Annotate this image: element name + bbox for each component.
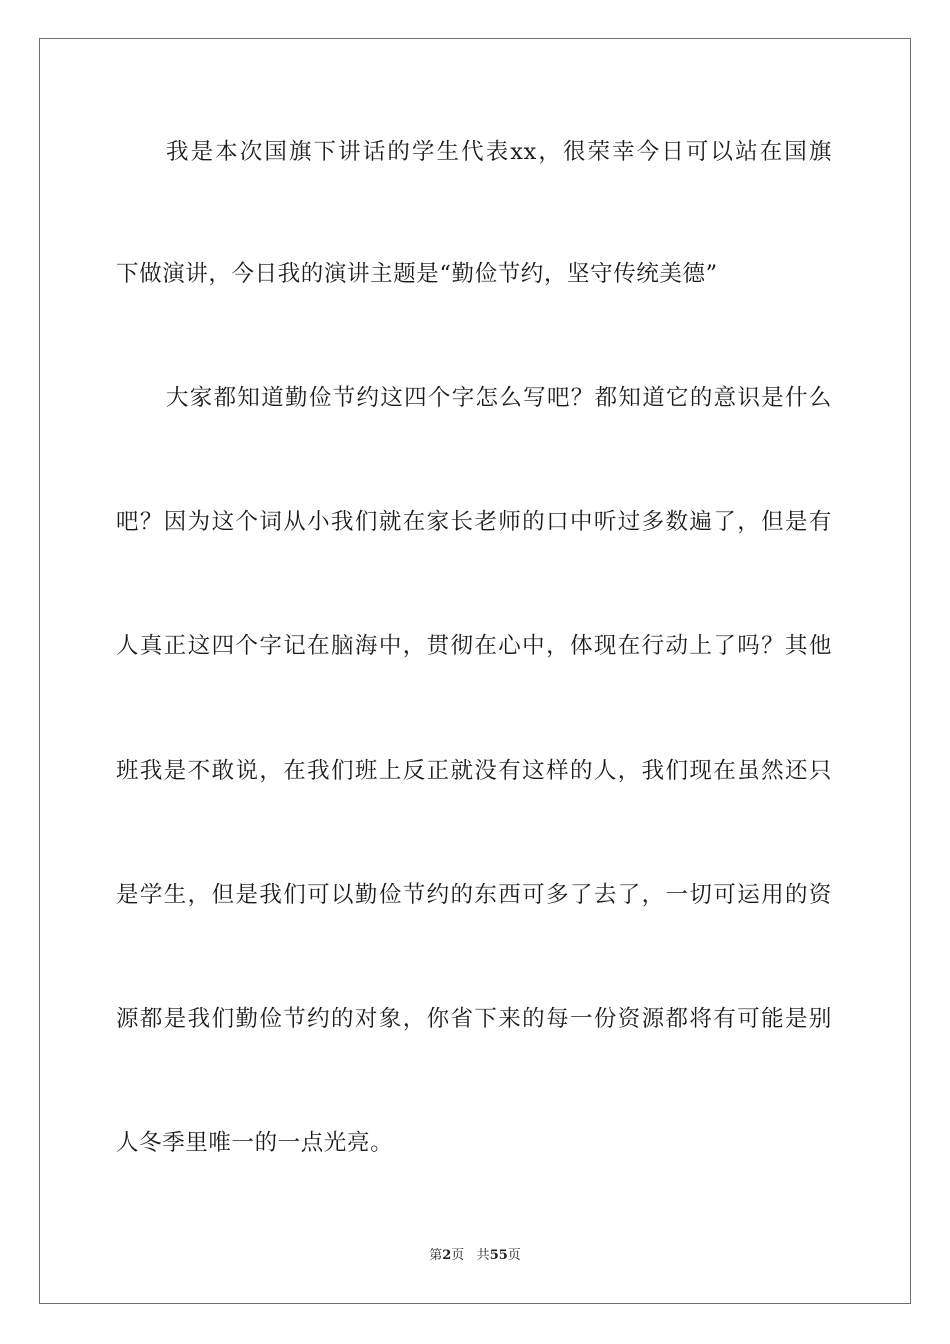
footer-total-prefix: 共 [476,1248,490,1263]
footer-page-number: 2 [442,1248,452,1263]
page-border [39,38,911,1304]
paragraph-2-line-4: 班我是不敢说，在我们班上反正就没有这样的人，我们现在虽然还只 [116,758,832,784]
page-footer [0,1247,950,1265]
footer-page-suffix: 页 [451,1248,465,1263]
paragraph-2-line-2: 吧？因为这个词从小我们就在家长老师的口中听过多数遍了，但是有 [116,509,832,535]
footer-page-prefix: 第 [429,1248,443,1263]
paragraph-1-line-1: 我是本次国旗下讲话的学生代表xx，很荣幸今日可以站在国旗 [166,139,832,165]
footer-total-pages: 55 [489,1248,508,1263]
footer-total-suffix: 页 [507,1248,521,1263]
paragraph-2-line-1: 大家都知道勤俭节约这四个字怎么写吧？都知道它的意识是什么 [166,385,832,411]
paragraph-1-line-2: 下做演讲，今日我的演讲主题是“勤俭节约，坚守传统美德” [116,261,718,287]
paragraph-2-line-3: 人真正这四个字记在脑海中，贯彻在心中，体现在行动上了吗？其他 [116,633,832,659]
paragraph-2-line-6: 源都是我们勤俭节约的对象，你省下来的每一份资源都将有可能是别 [116,1006,832,1032]
paragraph-2-line-7: 人冬季里唯一的一点光亮。 [116,1130,394,1156]
paragraph-2-line-5: 是学生，但是我们可以勤俭节约的东西可多了去了，一切可运用的资 [116,882,832,908]
